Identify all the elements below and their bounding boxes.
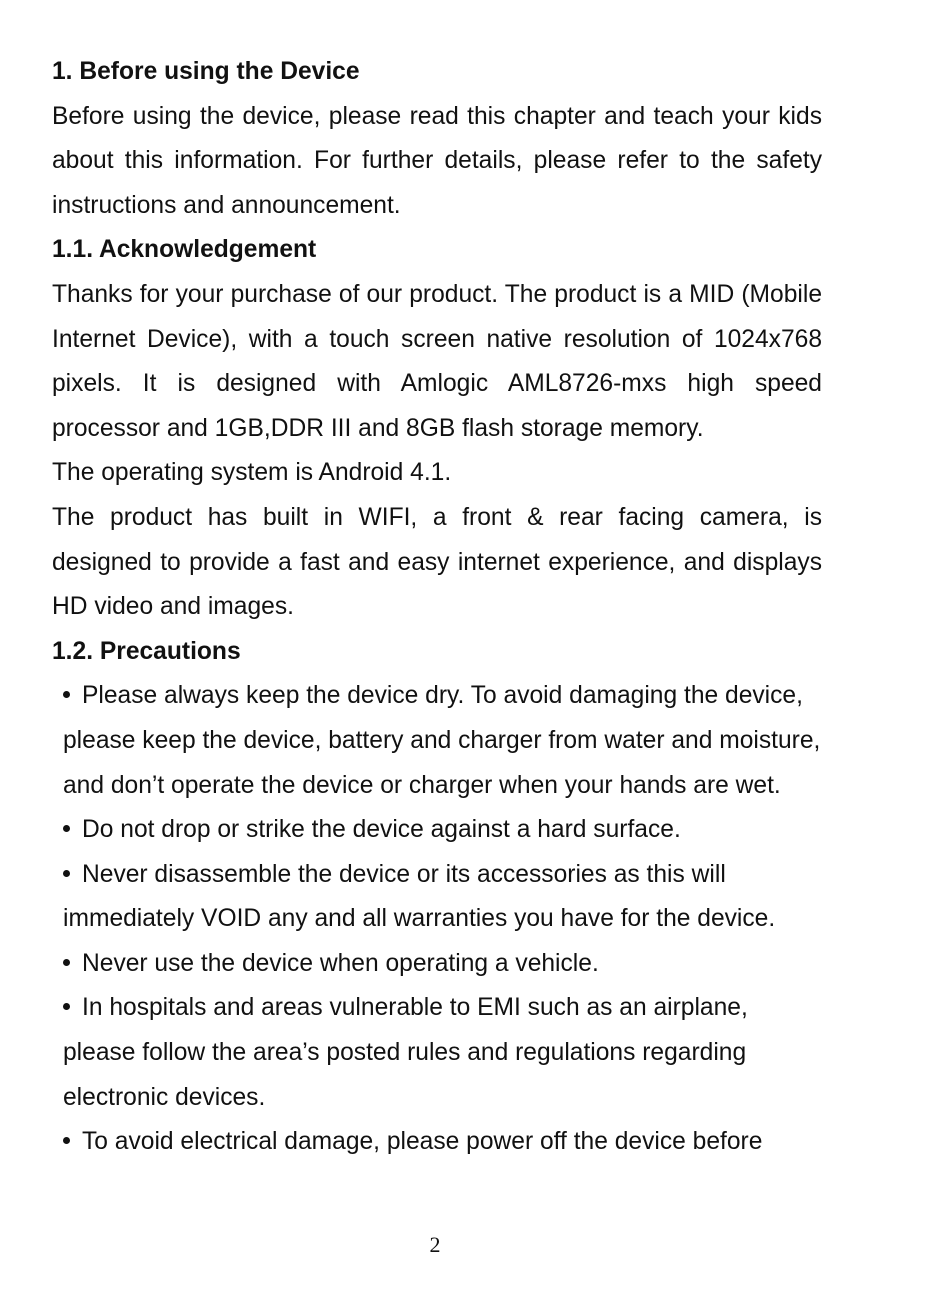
page-number: 2 [429, 1232, 441, 1257]
section-1-1-heading: 1.1. Acknowledgement [52, 236, 317, 264]
section-1-1-body-3: The product has built in WIFI, a front & rear facing camera, is designed to provide a fast and easy internet experience, and displays HD video and images. [52, 503, 822, 621]
bullet-icon [63, 959, 70, 966]
document-page [52, 50, 822, 1165]
section-1-heading: 1. Before using the Device [52, 58, 360, 85]
section-1-1-body-2: The operating system is Android 4.1. [52, 459, 452, 487]
bullet-icon [63, 870, 70, 877]
precaution-item [52, 808, 822, 853]
precaution-item [52, 942, 822, 987]
precaution-text: Please always keep the device dry. To avoid damaging the device, please keep the device, battery and charger from water and moisture, and don’t operate the device or charger when your hands are wet. [63, 682, 821, 799]
section-1-2-heading: 1.2. Precautions [52, 637, 241, 665]
bullet-icon [63, 825, 70, 832]
section-1-1-body-1: Thanks for your purchase of our product. The product is a MID (Mobile Internet Device), with a touch screen native resolution of 1024x768 pixels. It is designed with Amlogic AML8726-mxs high speed processor and 1GB,DDR III and 8GB flash storage memory. [52, 280, 822, 442]
precaution-text: In hospitals and areas vulnerable to EMI such as an airplane, please follow the area’s posted rules and regulations regarding electronic devices. [63, 994, 748, 1111]
precaution-item [52, 853, 822, 942]
precaution-item [52, 674, 822, 808]
section-1-body: Before using the device, please read this chapter and teach your kids about this information. For further details, please refer to the safety instructions and announcement. [52, 102, 822, 219]
precaution-text: Never disassemble the device or its accessories as this will immediately VOID any and all warranties you have for the device. [63, 860, 776, 933]
bullet-icon [63, 1137, 70, 1144]
precaution-text: Never use the device when operating a vehicle. [82, 949, 599, 977]
precaution-text: Do not drop or strike the device against a hard surface. [82, 816, 681, 844]
precaution-item [52, 986, 822, 1120]
precautions-list [52, 674, 822, 1165]
bullet-icon [63, 691, 70, 698]
bullet-icon [63, 1003, 70, 1010]
precaution-item [52, 1120, 822, 1165]
precaution-text: To avoid electrical damage, please power off the device before [82, 1128, 763, 1156]
